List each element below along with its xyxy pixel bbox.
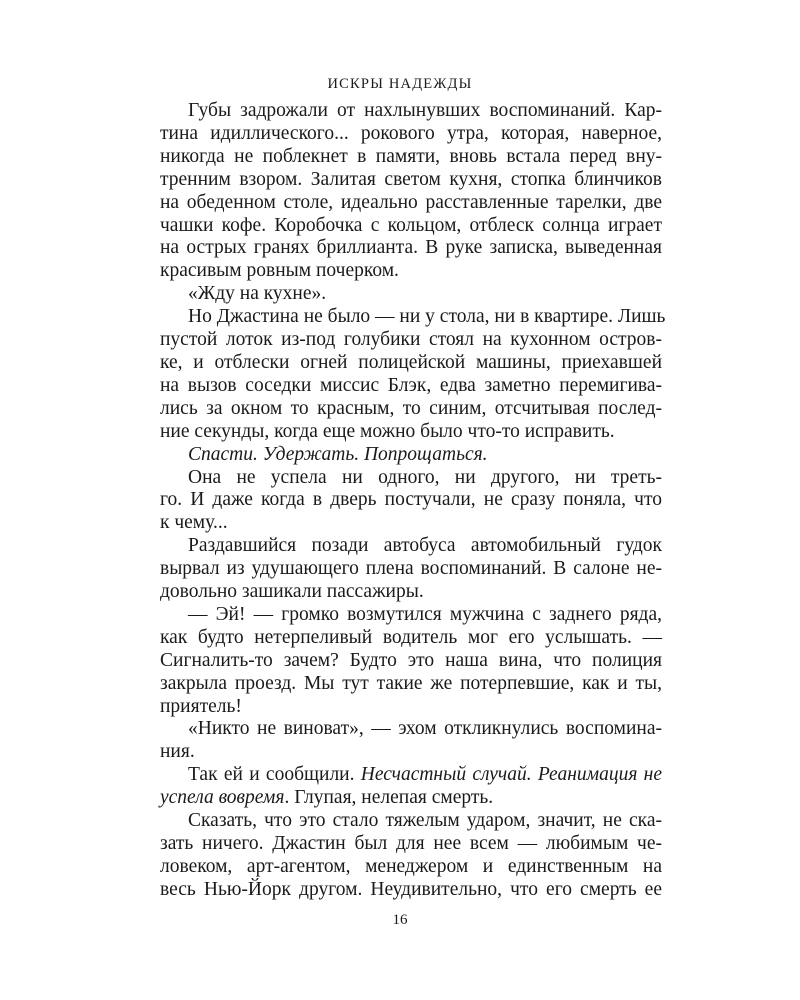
body-text (160, 100, 666, 902)
text-line: на вызов соседки миссис Блэк, едва заметно перемигива- (160, 374, 662, 396)
text-line: закрыла проезд. Мы тут такие же потерпевшие, как и ты, (160, 672, 662, 694)
text-line (160, 787, 662, 810)
italic-text-line: Спасти. Удержать. Попрощаться. (188, 443, 488, 465)
text-line: ловеком, арт-агентом, менеджером и единственным на (160, 855, 662, 877)
text-line: го. И даже когда в дверь постучали, не сразу поняла, что (160, 489, 662, 511)
text-line: Губы задрожали от нахлынувших воспоминаний. Кар- (188, 100, 662, 121)
text-line: пустой лоток из-под голубики стоял на кухонном остров- (160, 329, 662, 351)
italic-text-run: Несчастный случай. Реанимация не (360, 764, 662, 786)
paragraph (160, 444, 662, 467)
text-line: Раздавшийся позади автобуса автомобильный гудок (188, 535, 662, 557)
running-head: ИСКРЫ НАДЕЖДЫ (327, 76, 473, 92)
paragraph (160, 283, 662, 306)
text-line: — Эй! — громко возмутился мужчина с заднего ряда, (188, 603, 662, 625)
paragraph (160, 467, 662, 536)
text-line: на острых гранях бриллианта. В руке записка, выведенная (160, 237, 662, 259)
text-line: зать ничего. Джастин был для нее всем — любимым че- (160, 833, 662, 854)
text-run: . Глупая, нелепая смерть. (284, 787, 494, 809)
paragraph (160, 718, 662, 764)
paragraph (160, 100, 662, 283)
text-line: тренним взором. Залитая светом кухня, стопка блинчиков (160, 168, 662, 190)
text-line: тина идиллического... рокового утра, которая, наверное, (160, 122, 662, 144)
text-line: лись за окном то красным, то синим, отсчитывая послед- (160, 397, 662, 419)
text-line: Сигналить-то зачем? Будто это наша вина, что полиция (160, 649, 662, 671)
text-line: вырвал из удушающего плена воспоминаний. В салоне не- (160, 558, 662, 580)
text-line: весь Нью-Йорк другом. Неудивительно, что его смерть ее (160, 878, 662, 900)
text-line: Сказать, что это стало тяжелым ударом, значит, не ска- (188, 810, 662, 832)
text-line: никогда не поблекнет в памяти, вновь встала перед вну- (160, 145, 662, 167)
text-line: на обеденном столе, идеально расставленные тарелки, две (160, 191, 662, 213)
text-line: Но Джастина не было — ни у стола, ни в квартире. Лишь (188, 306, 666, 328)
text-line: Она не успела ни одного, ни другого, ни треть- (188, 466, 662, 488)
text-line: красивым ровным почерком. (160, 260, 399, 282)
text-line: довольно зашикали пассажиры. (160, 581, 424, 603)
text-line: чашки кофе. Коробочка с кольцом, отблеск солнца играет (160, 214, 662, 236)
text-line: «Жду на кухне». (188, 283, 327, 305)
text-line: ке, и отблески огней полицейской машины, приехавшей (160, 351, 662, 373)
paragraph (160, 535, 662, 604)
text-line: к чему... (160, 512, 228, 534)
paragraph (160, 810, 662, 902)
paragraph (160, 764, 662, 810)
text-line: ние секунды, когда еще можно было что-то исправить. (160, 420, 615, 442)
paragraph (160, 604, 662, 719)
text-line: «Никто не виноват», — эхом откликнулись воспомина- (188, 718, 662, 740)
text-line: ния. (160, 741, 195, 763)
italic-text-run: успела вовремя (160, 787, 285, 809)
text-line: как будто нетерпеливый водитель мог его услышать. — (160, 626, 662, 648)
page-number: 16 (392, 912, 408, 928)
text-line: приятель! (160, 695, 242, 717)
paragraph (160, 306, 666, 443)
text-line (160, 764, 662, 787)
text-run: Так ей и сообщили. (188, 764, 361, 786)
